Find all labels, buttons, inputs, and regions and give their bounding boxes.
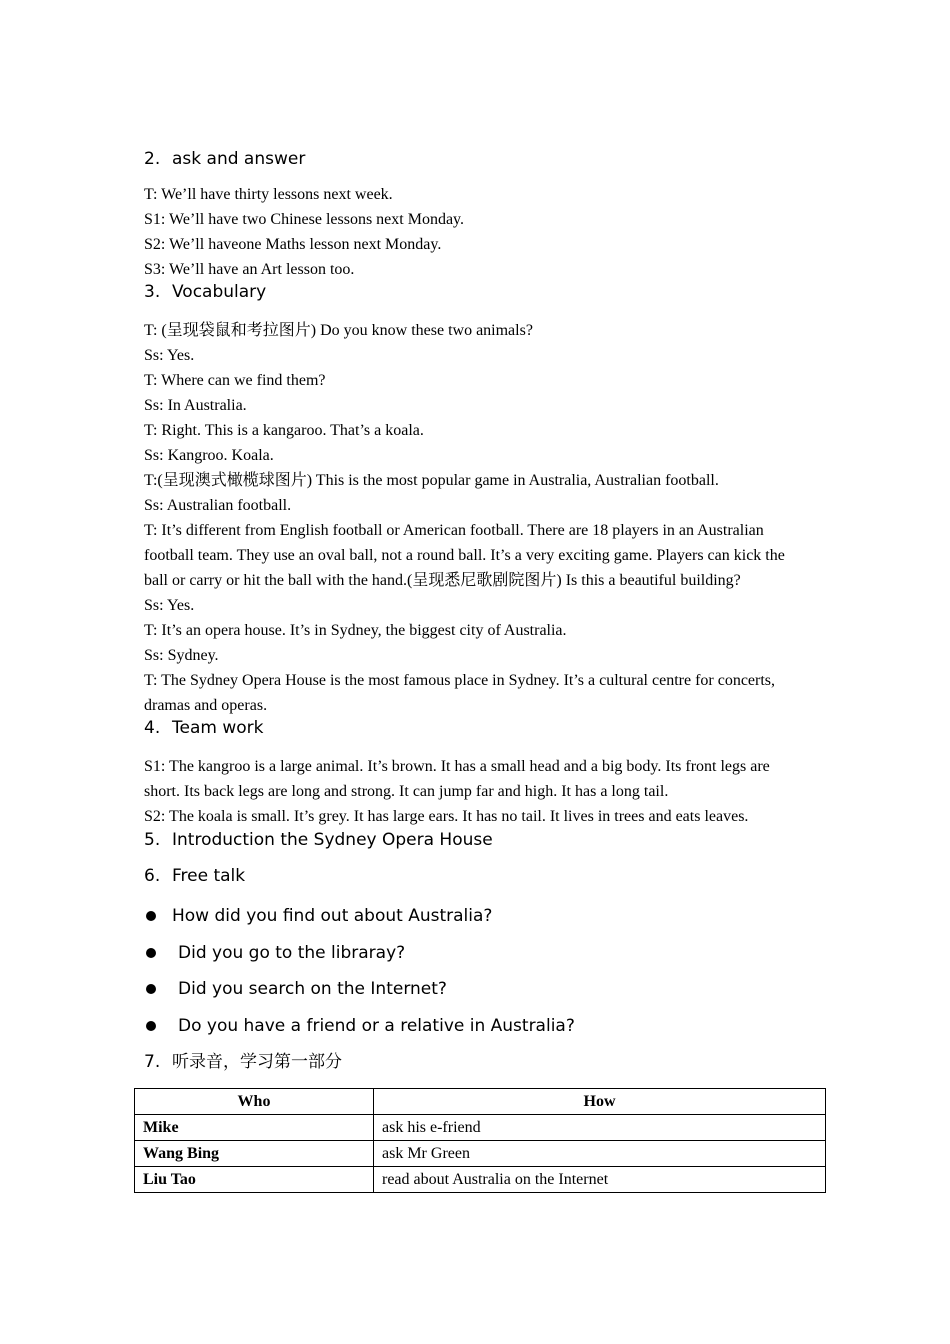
dialogue-line: T: It’s an opera house. It’s in Sydney, the biggest city of Australia.	[144, 622, 567, 639]
how-cell: read about Australia on the Internet	[374, 1167, 826, 1193]
section-title: Free talk	[172, 866, 246, 886]
list-item	[144, 901, 808, 938]
table-row	[135, 1115, 826, 1141]
list-item	[144, 974, 808, 1011]
bullet-icon	[146, 1021, 156, 1031]
dialogue-line: T: It’s different from English football or American football. There are 18 players in an Australian football team. They use an oval ball, not a round ball. It’s a very exciting game. Players can kick the ball or carry or hit the ball with the hand.(呈现悉尼歌剧院图片) Is this a beautiful building?	[144, 522, 785, 589]
dialogue-line: T: We’ll have thirty lessons next week.	[144, 186, 393, 203]
section-number: 5.	[144, 830, 161, 850]
list-item	[144, 938, 808, 975]
team-work-text	[144, 754, 808, 829]
section-title: ask and answer	[172, 149, 306, 169]
section-heading-free-talk	[144, 865, 808, 901]
bullet-icon	[146, 948, 156, 958]
list-item-text: Did you go to the libraray?	[178, 942, 406, 963]
list-item	[144, 1011, 808, 1048]
dialogue-line: T: Right. This is a kangaroo. That’s a koala.	[144, 422, 424, 439]
who-cell: Liu Tao	[135, 1167, 374, 1193]
who-how-table	[134, 1088, 826, 1193]
dialogue-line: Ss: In Australia.	[144, 397, 247, 414]
section-heading-ask-and-answer	[144, 144, 808, 182]
dialogue-line: Ss: Kangroo. Koala.	[144, 447, 274, 464]
dialogue-line: S2: We’ll haveone Maths lesson next Monday.	[144, 236, 442, 253]
who-cell: Mike	[135, 1115, 374, 1141]
bullet-icon	[146, 911, 156, 921]
dialogue-line: S1: The kangroo is a large animal. It’s brown. It has a small head and a big body. Its front legs are short. Its back legs are long and strong. It can jump far and high. It has a long tail.	[144, 758, 770, 800]
dialogue-line: Ss: Yes.	[144, 597, 195, 614]
list-item-text: How did you find out about Australia?	[172, 906, 493, 926]
column-header-how: How	[374, 1089, 826, 1115]
section-number: 4.	[144, 718, 161, 738]
dialogue-line: T:(呈现澳式橄榄球图片) This is the most popular game in Australia, Australian football.	[144, 472, 719, 489]
table-row	[135, 1141, 826, 1167]
who-cell: Wang Bing	[135, 1141, 374, 1167]
dialogue-line: Ss: Australian football.	[144, 497, 292, 514]
free-talk-list	[144, 901, 808, 1047]
section-title: Vocabulary	[172, 282, 267, 302]
section-title: Introduction the Sydney Opera House	[172, 830, 493, 850]
list-item-text: Do you have a friend or a relative in Australia?	[178, 1015, 575, 1036]
section-number: 3.	[144, 282, 161, 302]
section-heading-listen	[144, 1047, 808, 1083]
section-number: 7.	[144, 1052, 161, 1072]
dialogue-line: S3: We’ll have an Art lesson too.	[144, 261, 355, 278]
ask-answer-dialogue	[144, 182, 808, 282]
vocabulary-dialogue	[144, 318, 808, 718]
dialogue-line: Ss: Yes.	[144, 347, 195, 364]
dialogue-line: T: Where can we find them?	[144, 372, 326, 389]
section-number: 6.	[144, 866, 161, 886]
section-number: 2.	[144, 149, 161, 169]
dialogue-line: Ss: Sydney.	[144, 647, 219, 664]
section-heading-vocabulary	[144, 282, 808, 318]
how-cell: ask Mr Green	[374, 1141, 826, 1167]
table-row	[135, 1167, 826, 1193]
how-cell: ask his e-friend	[374, 1115, 826, 1141]
dialogue-line: T: The Sydney Opera House is the most famous place in Sydney. It’s a cultural centre for concerts, dramas and operas.	[144, 672, 776, 714]
dialogue-line: S2: The koala is small. It’s grey. It has large ears. It has no tail. It lives in trees and eats leaves.	[144, 808, 749, 825]
dialogue-line: S1: We’ll have two Chinese lessons next Monday.	[144, 211, 465, 228]
bullet-icon	[146, 984, 156, 994]
dialogue-line: T: (呈现袋鼠和考拉图片) Do you know these two animals?	[144, 322, 533, 339]
section-title: 听录音，学习第一部分	[172, 1052, 342, 1072]
section-title: Team work	[172, 718, 264, 738]
column-header-who: Who	[135, 1089, 374, 1115]
section-heading-team-work	[144, 718, 808, 754]
section-heading-introduction	[144, 829, 808, 865]
table-header-row	[135, 1089, 826, 1115]
list-item-text: Did you search on the Internet?	[178, 979, 447, 999]
document-page	[144, 144, 808, 1083]
